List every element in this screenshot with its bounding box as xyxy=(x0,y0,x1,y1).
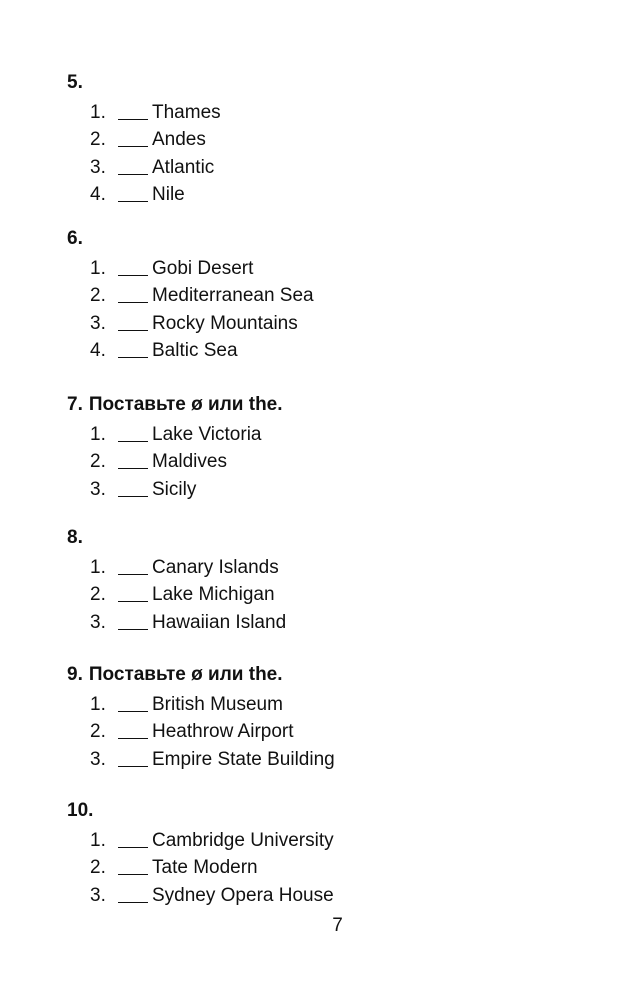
exercise-9 xyxy=(67,664,587,773)
answer-blank[interactable] xyxy=(118,317,148,331)
item-text: Sicily xyxy=(152,478,197,500)
exercise-item xyxy=(67,827,587,854)
item-number: 3. xyxy=(90,478,106,500)
exercise-item xyxy=(67,554,587,581)
exercise-10 xyxy=(67,800,587,909)
exercise-item xyxy=(67,126,587,153)
item-text: Mediterranean Sea xyxy=(152,285,314,307)
answer-blank[interactable] xyxy=(118,455,148,469)
item-number: 3. xyxy=(90,884,106,906)
exercise-7 xyxy=(67,394,587,503)
item-number: 3. xyxy=(90,611,106,633)
answer-blank[interactable] xyxy=(118,262,148,276)
item-text: Gobi Desert xyxy=(152,258,254,279)
answer-blank[interactable] xyxy=(118,725,148,739)
exercise-item xyxy=(67,99,587,126)
item-text: Cambridge University xyxy=(152,830,334,851)
answer-blank[interactable] xyxy=(118,161,148,175)
exercise-item-list xyxy=(67,255,587,365)
item-text: Thames xyxy=(152,102,221,123)
exercise-heading xyxy=(67,800,587,822)
exercise-instruction: Поставьте ø или the. xyxy=(88,394,283,415)
item-text: Lake Victoria xyxy=(152,424,262,445)
exercise-item xyxy=(67,882,587,909)
exercise-instruction: Поставьте ø или the. xyxy=(88,664,283,685)
exercise-item xyxy=(67,282,587,309)
item-number: 1. xyxy=(90,694,106,715)
exercise-item-list xyxy=(67,827,587,909)
item-text: Nile xyxy=(152,184,185,206)
answer-blank[interactable] xyxy=(118,344,148,358)
item-text: Hawaiian Island xyxy=(152,611,287,633)
exercise-number: 9. xyxy=(67,664,83,685)
item-number: 1. xyxy=(90,424,106,445)
item-text: Baltic Sea xyxy=(152,340,238,362)
answer-blank[interactable] xyxy=(118,753,148,767)
exercise-item xyxy=(67,448,587,475)
answer-blank[interactable] xyxy=(118,834,148,848)
item-text: Lake Michigan xyxy=(152,584,275,606)
answer-blank[interactable] xyxy=(118,133,148,147)
exercise-item xyxy=(67,337,587,364)
exercise-item xyxy=(67,181,587,208)
item-text: Sydney Opera House xyxy=(152,884,334,906)
item-number: 1. xyxy=(90,102,106,123)
page-number: 7 xyxy=(332,915,343,936)
exercise-item-list xyxy=(67,99,587,209)
exercise-item xyxy=(67,476,587,503)
answer-blank[interactable] xyxy=(118,698,148,712)
answer-blank[interactable] xyxy=(118,616,148,630)
item-text: British Museum xyxy=(152,694,283,715)
answer-blank[interactable] xyxy=(118,289,148,303)
exercise-item xyxy=(67,154,587,181)
exercise-item xyxy=(67,609,587,636)
answer-blank[interactable] xyxy=(118,106,148,120)
item-number: 4. xyxy=(90,340,106,362)
exercise-number: 10. xyxy=(67,800,94,821)
exercise-item xyxy=(67,581,587,608)
item-number: 3. xyxy=(90,748,106,770)
answer-blank[interactable] xyxy=(118,428,148,442)
exercise-item xyxy=(67,310,587,337)
item-number: 2. xyxy=(90,721,106,743)
item-text: Heathrow Airport xyxy=(152,721,294,743)
item-number: 3. xyxy=(90,312,106,334)
exercise-8 xyxy=(67,527,587,636)
item-number: 1. xyxy=(90,258,106,279)
item-text: Canary Islands xyxy=(152,557,279,578)
item-number: 4. xyxy=(90,184,106,206)
exercise-heading xyxy=(67,527,587,549)
exercise-item xyxy=(67,421,587,448)
item-text: Andes xyxy=(152,129,206,151)
exercise-item-list xyxy=(67,554,587,636)
exercise-heading xyxy=(67,394,587,416)
item-number: 2. xyxy=(90,584,106,606)
item-number: 1. xyxy=(90,830,106,851)
exercise-number: 5. xyxy=(67,72,83,93)
exercise-item xyxy=(67,854,587,881)
exercise-item-list xyxy=(67,421,587,503)
exercise-item xyxy=(67,746,587,773)
exercise-number: 7. xyxy=(67,394,83,415)
exercise-item xyxy=(67,255,587,282)
item-number: 2. xyxy=(90,857,106,879)
exercise-heading xyxy=(67,664,587,686)
item-text: Atlantic xyxy=(152,156,215,178)
exercise-number: 6. xyxy=(67,228,83,249)
answer-blank[interactable] xyxy=(118,483,148,497)
exercise-item xyxy=(67,691,587,718)
exercise-heading xyxy=(67,72,587,94)
exercise-item-list xyxy=(67,691,587,773)
exercise-heading xyxy=(67,228,587,250)
item-text: Tate Modern xyxy=(152,857,258,879)
item-number: 2. xyxy=(90,285,106,307)
exercise-5 xyxy=(67,72,587,209)
item-number: 2. xyxy=(90,451,106,473)
answer-blank[interactable] xyxy=(118,188,148,202)
item-text: Rocky Mountains xyxy=(152,312,298,334)
exercise-number: 8. xyxy=(67,527,83,548)
item-number: 3. xyxy=(90,156,106,178)
answer-blank[interactable] xyxy=(118,889,148,903)
item-number: 2. xyxy=(90,129,106,151)
item-number: 1. xyxy=(90,557,106,578)
exercise-item xyxy=(67,718,587,745)
exercise-6 xyxy=(67,228,587,365)
item-text: Empire State Building xyxy=(152,748,335,770)
answer-blank[interactable] xyxy=(118,561,148,575)
answer-blank[interactable] xyxy=(118,588,148,602)
answer-blank[interactable] xyxy=(118,861,148,875)
item-text: Maldives xyxy=(152,451,227,473)
